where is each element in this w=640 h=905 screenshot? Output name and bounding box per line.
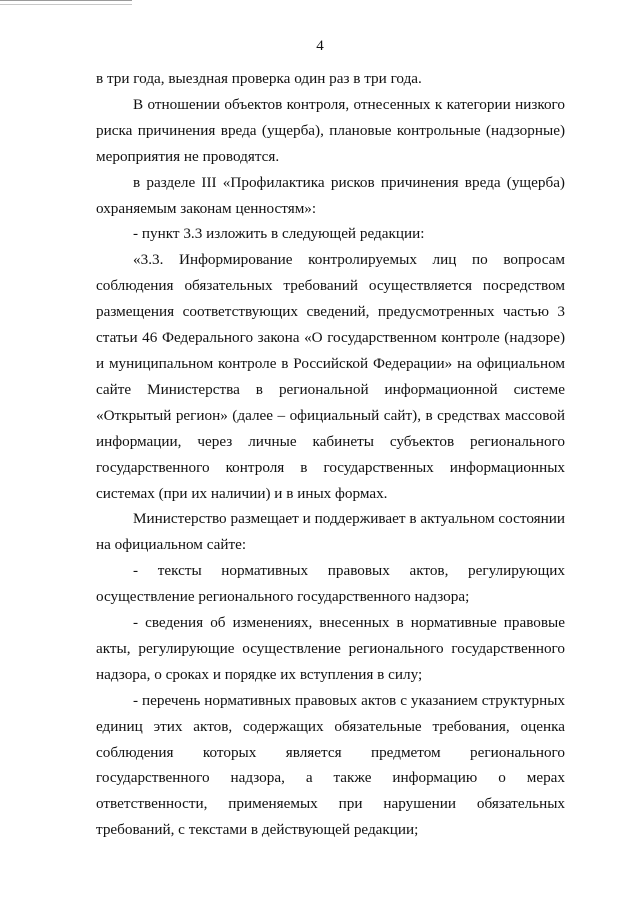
paragraph-low-risk-objects: В отношении объектов контроля, отнесенных к категории низкого риска причинения вреда (ущерба), плановые контрольные (надзорные) мероприятия не проводятся. xyxy=(96,95,565,165)
page-number: 4 xyxy=(316,38,324,54)
paragraph-continuation: в три года, выездная проверка один раз в три года. xyxy=(96,70,422,87)
paragraph-section-three: в разделе III «Профилактика рисков причинения вреда (ущерба) охраняемым законам ценностям»: xyxy=(96,173,565,217)
paragraph-point-3-3-intro: - пункт 3.3 изложить в следующей редакции: xyxy=(133,225,425,243)
list-item-acts-list: - перечень нормативных правовых актов с указанием структурных единиц этих актов, содержащих обязательные требования, оценка соблюдения которых является предметом регионального государственного надзора, а также информацию о мерах ответственности, применяемых при нарушении обязательных требований, с текстами в действующей редакции; xyxy=(96,691,565,839)
paragraph-point-3-3-text: «3.3. Информирование контролируемых лиц по вопросам соблюдения обязательных требований осуществляется посредством размещения соответствующих сведений, предусмотренных частью 3 статьи 46 Федерального закона «О государственном контроле (надзоре) и муниципальном контроле в Российской Федерации» на официальном сайте Министерства в региональной информационной системе «Открытый регион» (далее – официальный сайт), в средствах массовой информации, через личные кабинеты субъектов регионального государственного контроля в государственных информационных системах (при их наличии) и в иных формах. xyxy=(96,251,565,502)
paragraph-ministry-publishes: Министерство размещает и поддерживает в актуальном состоянии на официальном сайте: xyxy=(96,510,565,554)
list-item-changes-info: - сведения об изменениях, внесенных в нормативные правовые акты, регулирующие осуществление регионального государственного надзора, о сроках и порядке их вступления в силу; xyxy=(96,614,565,683)
list-item-legal-acts: - тексты нормативных правовых актов, регулирующих осуществление регионального государственного надзора; xyxy=(96,562,565,606)
scan-corner-mark xyxy=(0,0,132,5)
document-body xyxy=(96,66,565,843)
